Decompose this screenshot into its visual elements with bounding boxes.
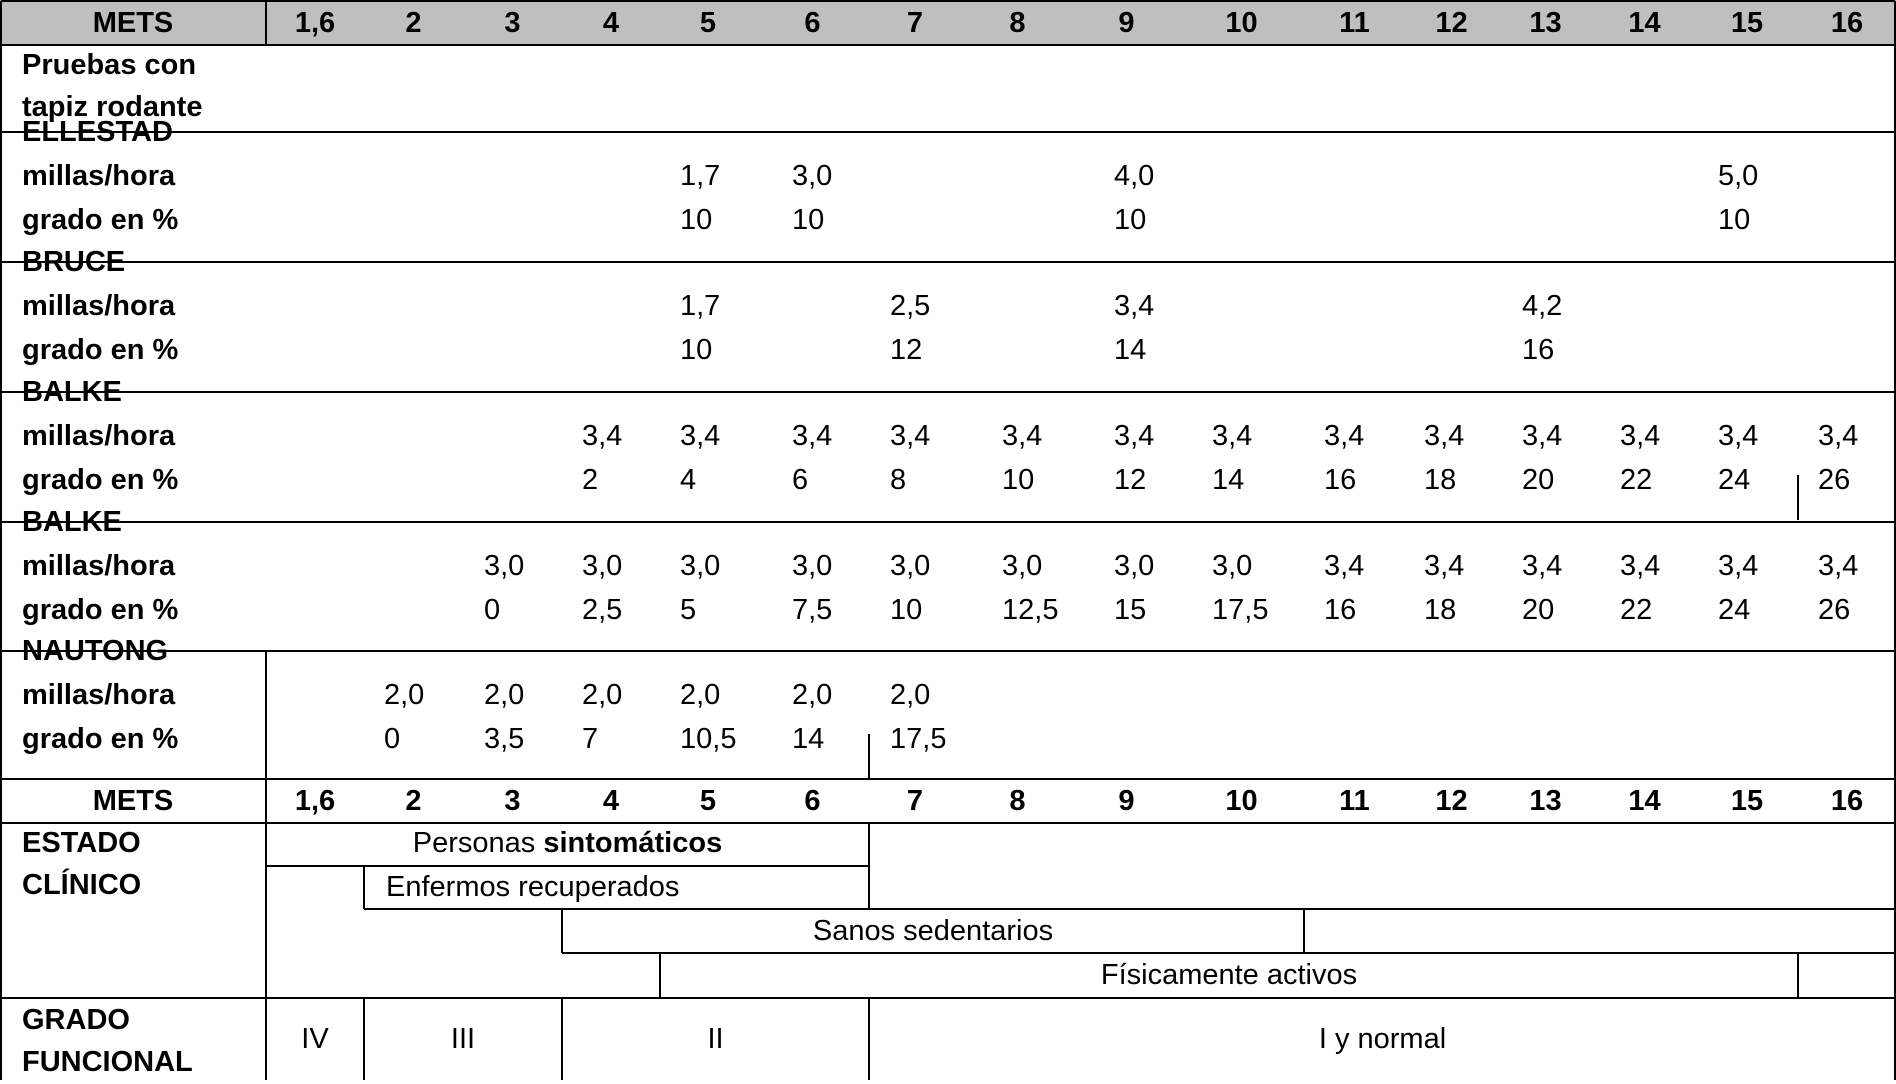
header-mets-value: 11 (1339, 6, 1370, 39)
mid-header-mets-value: 13 (1529, 784, 1562, 817)
grade-value: 18 (1424, 464, 1457, 496)
speed-value: 2,0 (484, 679, 525, 711)
speed-value: 3,4 (1718, 420, 1759, 452)
grade-value: 10,5 (680, 723, 737, 755)
header-mets-value: 10 (1225, 6, 1258, 39)
protocol-grade-label: grado en % (22, 464, 179, 496)
protocol-speed-label: millas/hora (22, 550, 176, 582)
protocol-grade-label: grado en % (22, 204, 179, 236)
protocol-speed-label: millas/hora (22, 290, 176, 322)
protocol-speed-label: millas/hora (22, 160, 176, 192)
grade-value: 22 (1620, 594, 1653, 626)
grade-value: 10 (1002, 464, 1035, 496)
header-mets-value: 1,6 (294, 6, 336, 39)
speed-value: 2,0 (792, 679, 833, 711)
grade-value: 14 (1114, 334, 1147, 366)
header-mets-value: 12 (1435, 6, 1468, 39)
grade-value: 10 (1718, 204, 1751, 236)
protocol-grade-label: grado en % (22, 723, 179, 755)
mid-header-mets-value: 2 (405, 784, 422, 817)
mid-header-mets-value: 4 (602, 784, 620, 817)
speed-value: 1,7 (680, 160, 721, 192)
header-mets-label: METS (92, 6, 174, 39)
speed-value: 3,4 (890, 420, 931, 452)
speed-value: 3,4 (1424, 550, 1465, 582)
grade-value: 26 (1818, 594, 1851, 626)
grade-value: 10 (792, 204, 825, 236)
grade-iv: IV (301, 1023, 329, 1055)
speed-value: 3,4 (680, 420, 721, 452)
mid-header-mets-value: 14 (1628, 784, 1661, 817)
speed-value: 2,0 (890, 679, 931, 711)
speed-value: 3,4 (1620, 420, 1661, 452)
speed-value: 3,4 (1212, 420, 1253, 452)
mid-header-mets-value: 9 (1118, 784, 1135, 817)
speed-value: 3,0 (1114, 550, 1155, 582)
speed-value: 3,4 (1424, 420, 1465, 452)
grade-value: 20 (1522, 594, 1555, 626)
grade-value: 17,5 (890, 723, 947, 755)
header-mets-value: 16 (1830, 6, 1864, 39)
grade-value: 16 (1522, 334, 1555, 366)
grade-iii: III (450, 1023, 476, 1055)
speed-value: 3,4 (1620, 550, 1661, 582)
speed-value: 3,4 (1324, 550, 1365, 582)
header-mets-value: 4 (602, 6, 620, 39)
grade-value: 24 (1718, 464, 1751, 496)
header-mets-value: 2 (405, 6, 422, 39)
clinical-label-line-1: ESTADO (22, 827, 141, 859)
bar-sintomaticos (266, 821, 869, 865)
bar-sintomaticos-bold: sintomáticos (543, 826, 723, 859)
speed-value: 3,4 (1114, 420, 1155, 452)
grade-value: 22 (1620, 464, 1653, 496)
grade-value: 0 (484, 594, 501, 626)
grade-value: 7 (582, 723, 599, 755)
speed-value: 3,4 (1718, 550, 1759, 582)
header-mets-value: 7 (906, 6, 924, 39)
speed-value: 3,4 (1818, 420, 1859, 452)
protocol-name: NAUTONG (22, 635, 169, 667)
protocol-name: BALKE (22, 376, 122, 408)
mid-header-mets-value: 5 (699, 784, 717, 817)
protocol-name: BRUCE (22, 246, 126, 278)
speed-value: 3,0 (792, 550, 833, 582)
grade-value: 18 (1424, 594, 1457, 626)
bar-recuperados: Enfermos recuperados (386, 870, 680, 903)
mid-header-mets-value: 6 (804, 784, 821, 817)
mid-header-mets-value: 3 (504, 784, 521, 817)
grade-value: 17,5 (1212, 594, 1269, 626)
speed-value: 3,0 (1212, 550, 1253, 582)
mid-header-mets-value: 12 (1435, 784, 1468, 817)
speed-value: 3,0 (484, 550, 525, 582)
protocol-speed-label: millas/hora (22, 679, 176, 711)
mid-header-mets-value: 15 (1730, 784, 1764, 817)
mid-header-mets-value: 16 (1830, 784, 1864, 817)
clinical-label-line-2: CLÍNICO (22, 869, 142, 901)
speed-value: 3,4 (1324, 420, 1365, 452)
grade-value: 2,5 (582, 594, 623, 626)
speed-value: 2,0 (582, 679, 623, 711)
speed-value: 3,0 (890, 550, 931, 582)
speed-value: 5,0 (1718, 160, 1759, 192)
grade-value: 6 (792, 464, 809, 496)
protocol-name: ELLESTAD (22, 116, 173, 148)
speed-value: 3,0 (792, 160, 833, 192)
grade-value: 26 (1818, 464, 1851, 496)
grade-value: 10 (890, 594, 923, 626)
header-mets-value: 6 (804, 6, 821, 39)
functional-label-line-2: FUNCIONAL (22, 1046, 193, 1078)
grade-value: 7,5 (792, 594, 833, 626)
grade-value: 10 (680, 204, 713, 236)
mid-header-mets-value: 8 (1009, 784, 1026, 817)
protocol-speed-label: millas/hora (22, 420, 176, 452)
speed-value: 3,4 (1002, 420, 1043, 452)
speed-value: 2,0 (384, 679, 425, 711)
grade-ii: II (707, 1023, 724, 1055)
grade-value: 0 (384, 723, 401, 755)
protocol-grade-label: grado en % (22, 334, 179, 366)
grade-value: 12,5 (1002, 594, 1059, 626)
speed-value: 3,0 (680, 550, 721, 582)
mid-header-mets-value: 1,6 (294, 784, 336, 817)
grade-value: 15 (1114, 594, 1147, 626)
grade-value: 8 (890, 464, 907, 496)
mid-header-mets-label: METS (92, 784, 174, 817)
intro-line-2: tapiz rodante (22, 91, 203, 123)
grade-value: 16 (1324, 594, 1357, 626)
grade-value: 4 (680, 464, 697, 496)
header-mets-value: 14 (1628, 6, 1661, 39)
speed-value: 3,0 (1002, 550, 1043, 582)
grade-value: 3,5 (484, 723, 525, 755)
speed-value: 2,0 (680, 679, 721, 711)
mid-header-mets-value: 11 (1339, 784, 1370, 817)
speed-value: 4,2 (1522, 290, 1563, 322)
grade-i-normal: I y normal (1318, 1023, 1447, 1055)
grade-value: 5 (680, 594, 697, 626)
speed-value: 3,4 (1818, 550, 1859, 582)
mid-header-mets-value: 7 (906, 784, 924, 817)
speed-value: 1,7 (680, 290, 721, 322)
speed-value: 3,4 (1114, 290, 1155, 322)
bar-activos: Físicamente activos (1100, 958, 1358, 991)
speed-value: 3,0 (582, 550, 623, 582)
grade-value: 16 (1324, 464, 1357, 496)
header-mets-value: 9 (1118, 6, 1135, 39)
grade-value: 10 (1114, 204, 1147, 236)
header-mets-value: 5 (699, 6, 717, 39)
mid-header-mets-value: 10 (1225, 784, 1258, 817)
grade-value: 14 (1212, 464, 1245, 496)
header-mets-value: 8 (1009, 6, 1026, 39)
speed-value: 3,4 (1522, 420, 1563, 452)
grade-value: 10 (680, 334, 713, 366)
grade-value: 12 (1114, 464, 1147, 496)
speed-value: 3,4 (582, 420, 623, 452)
header-mets-value: 15 (1730, 6, 1764, 39)
grade-value: 14 (792, 723, 825, 755)
grade-value: 2 (582, 464, 599, 496)
speed-value: 2,5 (890, 290, 931, 322)
grade-value: 12 (890, 334, 923, 366)
bar-sedentarios: Sanos sedentarios (812, 914, 1054, 947)
speed-value: 3,4 (1522, 550, 1563, 582)
functional-label-line-1: GRADO (22, 1004, 130, 1036)
intro-line-1: Pruebas con (22, 49, 197, 81)
header-mets-value: 3 (504, 6, 521, 39)
protocol-grade-label: grado en % (22, 594, 179, 626)
grade-value: 24 (1718, 594, 1751, 626)
header-mets-value: 13 (1529, 6, 1562, 39)
bar-sintomaticos-prefix: Personas (412, 826, 544, 859)
speed-value: 3,4 (792, 420, 833, 452)
protocol-name: BALKE (22, 506, 122, 538)
grade-value: 20 (1522, 464, 1555, 496)
speed-value: 4,0 (1114, 160, 1155, 192)
